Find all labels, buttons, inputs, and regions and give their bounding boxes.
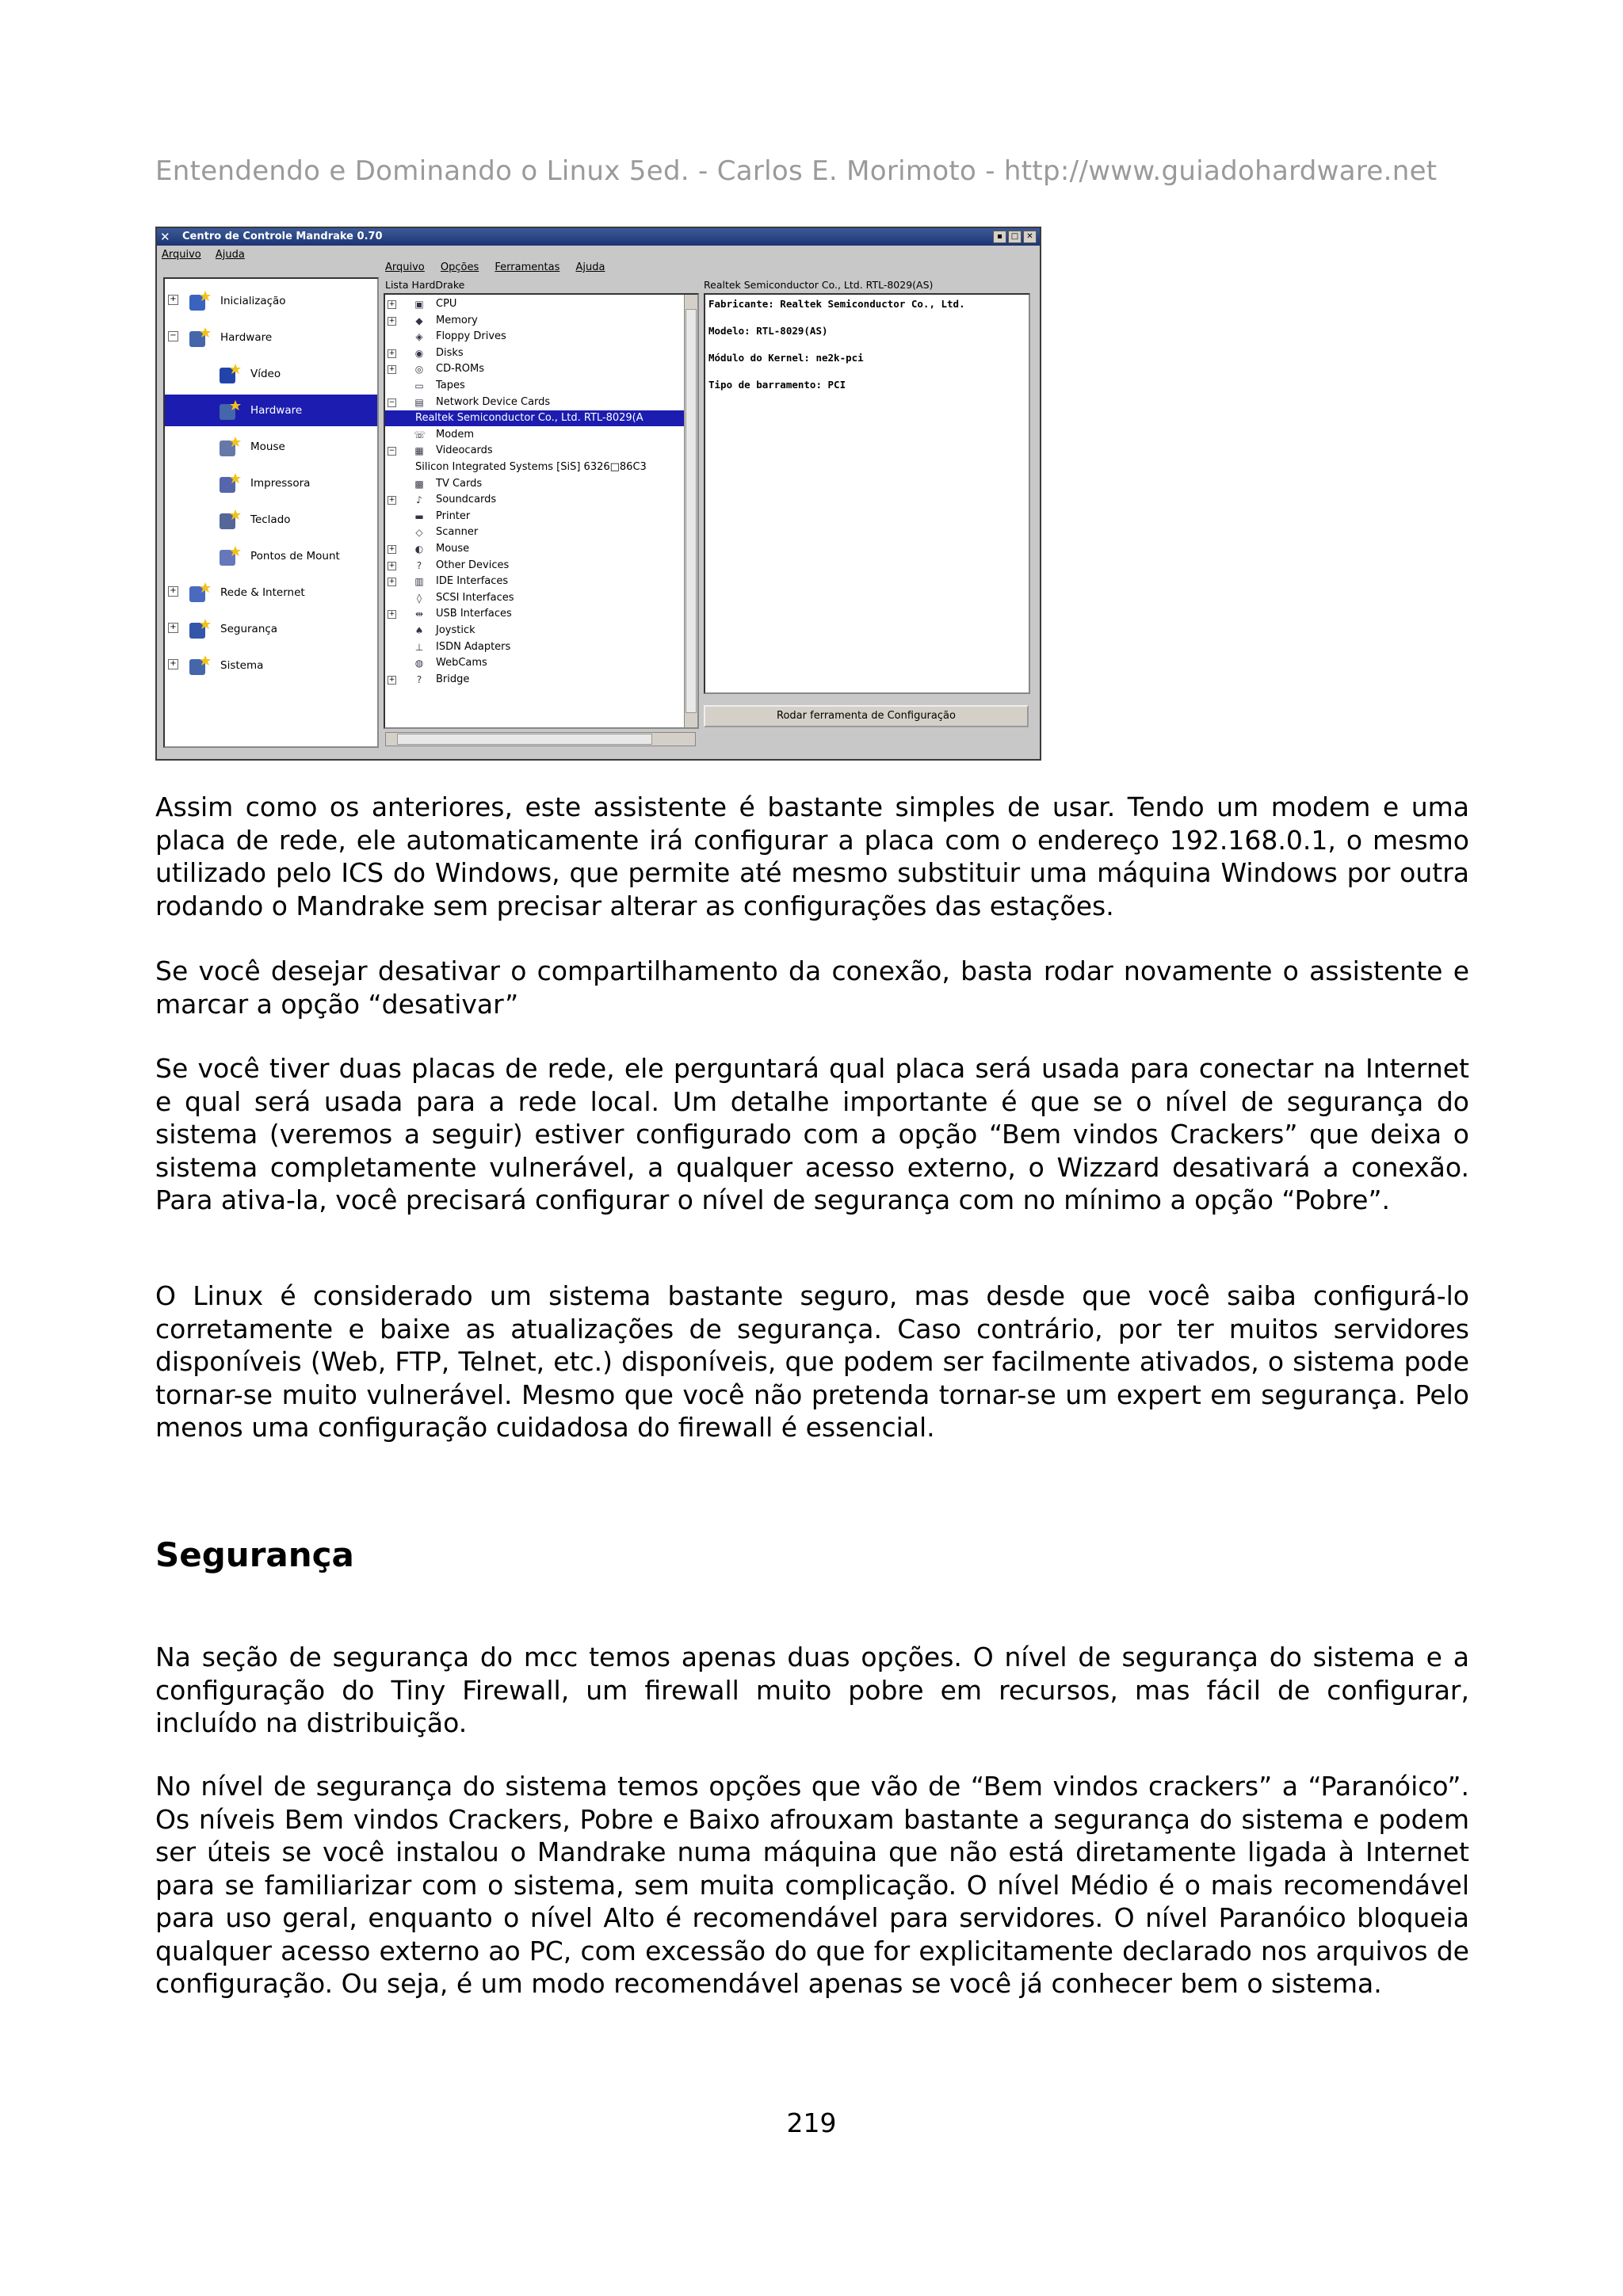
hardware-list-item[interactable]: [385, 606, 696, 622]
maximize-icon[interactable]: □: [1008, 231, 1022, 243]
expand-icon[interactable]: +: [388, 300, 395, 308]
hardware-list-label: Other Devices: [436, 559, 510, 571]
expand-icon[interactable]: +: [388, 675, 395, 684]
startup-icon: [187, 290, 211, 314]
detail-manufacturer: Fabricante: Realtek Semiconductor Co., Ltd.: [708, 298, 965, 310]
device-icon: ?: [416, 673, 422, 685]
hardware-list-item[interactable]: [385, 590, 696, 606]
device-icon: ♠: [414, 625, 424, 636]
tree-item[interactable]: [165, 358, 377, 390]
hardware-list-item[interactable]: [385, 509, 696, 524]
hardware-list-label: Printer: [436, 509, 471, 522]
tree-item-label: Segurança: [220, 623, 278, 635]
hardware-list-item[interactable]: [385, 558, 696, 574]
tree-item-label: Teclado: [250, 513, 291, 526]
window-titlebar: [157, 228, 1040, 246]
hardware-list-label: Scanner: [436, 526, 479, 539]
paragraph-1: Assim como os anteriores, este assistente é bastante simples de usar. Tendo um modem e uma placa de rede, ele automaticamente irá configurar a placa com o endereço 192.168.0.1, o mesmo utilizado pelo ICS do Windows, que permite até mesmo substituir uma máquina Windows por outra rodando o Mandrake sem precisar alterar as configurações das estações.: [155, 791, 1469, 921]
hardware-list-item[interactable]: [385, 313, 696, 329]
mouse-icon: [217, 436, 241, 460]
hardware-list-item[interactable]: [385, 361, 696, 377]
device-icon: ⇹: [414, 608, 424, 620]
tree-item[interactable]: [165, 650, 377, 681]
detail-bus-type: Tipo de barramento: PCI: [708, 379, 846, 391]
device-details: [704, 293, 1030, 694]
hardware-list-label: Silicon Integrated Systems [SiS] 6326□86C3: [415, 461, 647, 473]
hardware-list-label: USB Interfaces: [436, 608, 512, 620]
hardware-list-item[interactable]: [385, 410, 696, 426]
expand-icon[interactable]: +: [168, 623, 178, 633]
tree-item[interactable]: [165, 540, 377, 572]
tree-item[interactable]: [165, 322, 377, 353]
tree-item-label: Mouse: [250, 441, 285, 453]
expand-icon[interactable]: +: [388, 349, 395, 357]
hardware-list-item[interactable]: [385, 395, 696, 410]
printer-icon: [217, 472, 241, 496]
detail-kernel-module: Módulo do Kernel: ne2k-pci: [708, 352, 864, 364]
hardware-list-label: Floppy Drives: [436, 330, 506, 343]
device-icon: ?: [416, 559, 422, 571]
device-icon: ◍: [414, 658, 424, 669]
hardware-list-label: CPU: [436, 298, 457, 310]
tree-item-label: Pontos de Mount: [250, 550, 340, 563]
hardware-list-item[interactable]: [385, 427, 696, 443]
menu-arquivo[interactable]: Arquivo: [162, 249, 201, 261]
hardware-list-label: ISDN Adapters: [436, 640, 511, 653]
video-icon: [217, 363, 241, 387]
device-icon: ◆: [415, 315, 423, 326]
collapse-icon[interactable]: −: [168, 331, 178, 341]
hardware-list-label: Videocards: [436, 444, 493, 457]
section-paragraph-1: Na seção de segurança do mcc temos apenas duas opções. O nível de segurança do sistema e a configuração do Tiny Firewall, um firewall muito pobre em recursos, mas fácil de configurar, incluído na distribuição.: [155, 1642, 1469, 1738]
hardware-list-label: Joystick: [436, 624, 475, 636]
hardware-list-label: WebCams: [436, 657, 487, 669]
hardware-list-item[interactable]: [385, 623, 696, 639]
expand-icon[interactable]: +: [168, 295, 178, 305]
device-icon: ▥: [414, 576, 424, 588]
tree-item-label: Sistema: [220, 659, 264, 672]
hardware-list-item[interactable]: [385, 672, 696, 688]
hardware-list-label: CD-ROMs: [436, 363, 485, 376]
minimize-icon[interactable]: ▪: [993, 231, 1006, 243]
hardware-list-item[interactable]: [385, 443, 696, 459]
device-icon: ▦: [414, 445, 424, 457]
hardware-list-label: SCSI Interfaces: [436, 591, 514, 604]
hardware-list-label: Disks: [436, 346, 464, 359]
expand-icon[interactable]: +: [388, 578, 395, 586]
hardware-list-label: Realtek Semiconductor Co., Ltd. RTL-8029(A: [415, 412, 643, 425]
hardware-list-item[interactable]: [385, 460, 696, 475]
close-icon[interactable]: ✕: [1023, 231, 1037, 243]
expand-icon[interactable]: +: [388, 316, 395, 325]
tree-item-label: Inicialização: [220, 295, 286, 307]
submenu-ferramentas[interactable]: Ferramentas: [495, 261, 560, 273]
expand-icon[interactable]: +: [168, 586, 178, 597]
hardware-list-hscrollbar[interactable]: [385, 732, 696, 746]
tree-item[interactable]: [165, 613, 377, 645]
category-tree: [163, 277, 379, 748]
device-icon: ▣: [414, 299, 424, 310]
hardware-list-label: Modem: [436, 428, 475, 441]
hardware-list-label: IDE Interfaces: [436, 575, 509, 588]
device-icon: ▤: [414, 396, 424, 408]
device-icon: ◈: [415, 331, 423, 343]
expand-icon[interactable]: +: [168, 659, 178, 669]
expand-icon[interactable]: +: [388, 365, 395, 374]
collapse-icon[interactable]: −: [388, 398, 395, 406]
detail-model: Modelo: RTL-8029(AS): [708, 325, 828, 337]
hardware-list-item[interactable]: [385, 524, 696, 540]
submenu-opcoes[interactable]: Opções: [440, 261, 479, 273]
paragraph-3: Se você tiver duas placas de rede, ele perguntará qual placa será usada para conectar na Internet e qual será usada para a rede local. Um detalhe importante é que se o nível de segurança do sistema (veremos a seguir) estiver configurado com a opção “Bem vindos Crackers” que deixa o sistema completamente vulnerável, a qualquer acesso externo, o Wizzard desativará a conexão. Para ativa-la, você precisará configurar o nível de segurança com no mínimo a opção “Pobre”.: [155, 1053, 1469, 1215]
hardware-list-label: Network Device Cards: [436, 395, 551, 408]
tree-item-label: Hardware: [250, 404, 303, 417]
section-title: Segurança: [155, 1535, 354, 1574]
device-icon: ▩: [414, 478, 424, 490]
hardware-list-label: Bridge: [436, 673, 470, 685]
tree-item-label: Rede & Internet: [220, 586, 305, 599]
hardware-list-label: Lista HardDrake: [385, 279, 465, 291]
page-number: 219: [786, 2107, 837, 2138]
hardware-list-scrollbar[interactable]: [684, 295, 697, 727]
scrollbar-thumb[interactable]: [685, 309, 697, 713]
lock-icon: [187, 618, 211, 642]
device-icon: ◊: [417, 592, 422, 604]
window-title: Centro de Controle Mandrake 0.70: [182, 231, 383, 242]
paragraph-4: O Linux é considerado um sistema bastante seguro, mas desde que você saiba configurá-lo corretamente e baixe as atualizações de segurança. Caso contrário, por ter muitos servidores disponíveis (Web, FTP, Telnet, etc.) disponíveis, que podem ser facilmente ativados, o sistema pode tornar-se muito vulnerável. Mesmo que você não pretenda tornar-se um expert em segurança. Pelo menos uma configuração cuidadosa do firewall é essencial.: [155, 1280, 1469, 1443]
hardware-list-item[interactable]: [385, 378, 696, 394]
device-detail-title: Realtek Semiconductor Co., Ltd. RTL-8029(AS): [704, 279, 934, 291]
hardware-list-label: Tapes: [436, 379, 465, 391]
hardware-list-item[interactable]: [385, 574, 696, 589]
hardware-list-item[interactable]: [385, 345, 696, 361]
run-config-tool-button[interactable]: Rodar ferramenta de Configuração: [704, 705, 1029, 727]
hardware-list-item[interactable]: [385, 492, 696, 508]
hardware-list-item[interactable]: [385, 655, 696, 671]
device-icon: ♪: [416, 494, 422, 506]
device-icon: ⊥: [414, 641, 424, 653]
running-header: Entendendo e Dominando o Linux 5ed. - Carlos E. Morimoto - http://www.guiadohardware.net: [155, 155, 1438, 187]
device-icon: ☏: [414, 429, 426, 441]
tree-item[interactable]: [165, 431, 377, 463]
hardware-list-label: TV Cards: [436, 477, 483, 490]
hardware-list-item[interactable]: [385, 476, 696, 492]
device-icon: ▬: [414, 510, 424, 522]
hardware-list-item[interactable]: [385, 639, 696, 655]
system-icon: [187, 654, 211, 678]
hscrollbar-thumb[interactable]: [397, 734, 652, 745]
device-icon: ◉: [414, 347, 424, 359]
hardware-list-item[interactable]: [385, 296, 696, 312]
x-logo-icon: ✕: [160, 230, 170, 244]
hardware-list-label: Memory: [436, 314, 478, 326]
collapse-icon[interactable]: −: [388, 447, 395, 456]
hardware-list-item[interactable]: [385, 541, 696, 557]
tree-item[interactable]: [165, 285, 377, 317]
device-icon: ◎: [414, 364, 424, 376]
device-icon: ◐: [414, 543, 424, 555]
device-icon: ◇: [415, 527, 423, 539]
paragraph-2: Se você desejar desativar o compartilhamento da conexão, basta rodar novamente o assistente e marcar a opção “desativar”: [155, 955, 1469, 1020]
hardware-list-item[interactable]: [385, 329, 696, 345]
menu-ajuda[interactable]: Ajuda: [215, 249, 245, 261]
tree-item[interactable]: [165, 577, 377, 608]
submenu-arquivo[interactable]: Arquivo: [385, 261, 425, 273]
tree-item[interactable]: [165, 395, 377, 426]
hardware-icon: [187, 326, 211, 350]
hardware-icon: [217, 399, 241, 423]
expand-icon[interactable]: +: [388, 496, 395, 505]
main-menubar: [162, 249, 256, 261]
harddrake-menubar: [385, 261, 617, 273]
submenu-ajuda[interactable]: Ajuda: [575, 261, 605, 273]
expand-icon[interactable]: +: [388, 561, 395, 570]
tree-item-label: Vídeo: [250, 368, 281, 380]
tree-item-label: Impressora: [250, 477, 311, 490]
network-icon: [187, 582, 211, 605]
section-paragraph-2: No nível de segurança do sistema temos opções que vão de “Bem vindos crackers” a “Paranóico”. Os níveis Bem vindos Crackers, Pobre e Baixo afrouxam bastante a segurança do sistema e podem ser úteis se você instalou o Mandrake numa máquina que não está diretamente ligada à Internet para se familiarizar com o sistema, sem muita complicação. O nível Médio é o mais recomendável para uso geral, enquanto o nível Alto é recomendável para servidores. O nível Paranóico bloqueia qualquer acesso externo ao PC, com excessão do que for explicitamente declarado nos arquivos de configuração. Ou seja, é um modo recomendável apenas se você já conhecer bem o sistema.: [155, 1771, 1469, 1999]
tree-item[interactable]: [165, 504, 377, 536]
tree-item[interactable]: [165, 467, 377, 499]
keyboard-icon: [217, 509, 241, 532]
expand-icon[interactable]: +: [388, 610, 395, 619]
hardware-pane: [382, 258, 1037, 754]
mount-icon: [217, 545, 241, 569]
hardware-list: [384, 293, 699, 729]
device-icon: ▭: [414, 380, 424, 391]
tree-item-label: Hardware: [220, 331, 273, 344]
expand-icon[interactable]: +: [388, 545, 395, 553]
screenshot-window: [155, 227, 1041, 761]
hardware-list-label: Soundcards: [436, 494, 497, 506]
hardware-list-label: Mouse: [436, 543, 470, 555]
